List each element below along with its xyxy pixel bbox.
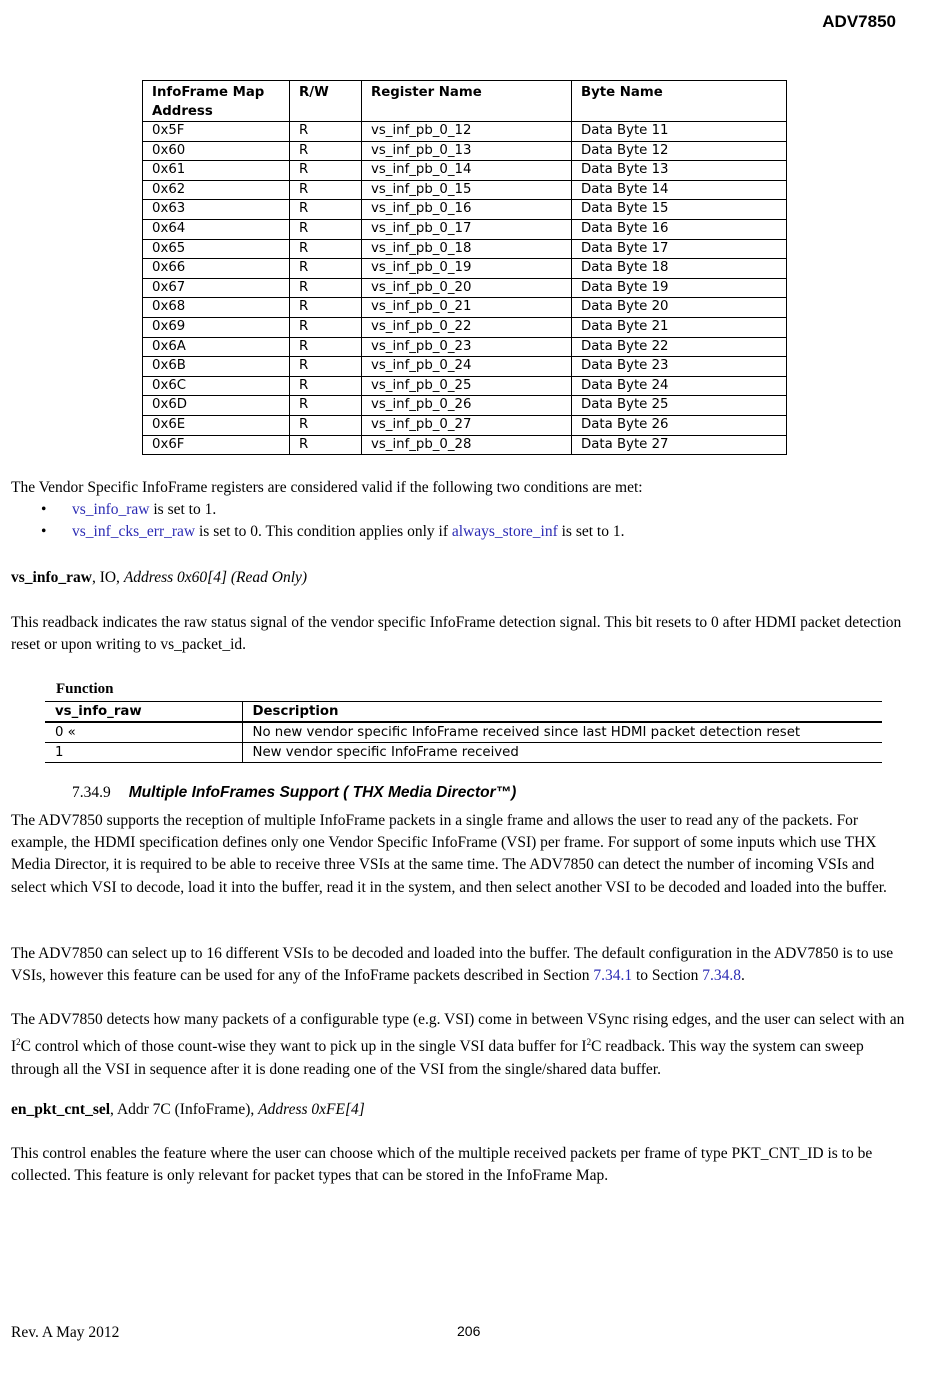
table-cell: 0x62	[143, 180, 290, 200]
register-name: vs_info_raw	[11, 569, 92, 586]
table-cell: 0x68	[143, 298, 290, 318]
header-value: vs_info_raw	[45, 702, 242, 723]
table-cell: vs_inf_pb_0_27	[362, 415, 572, 435]
table-cell: 0x60	[143, 141, 290, 161]
section-paragraph-1: The ADV7850 supports the reception of multiple InfoFrame packets in a single frame and allows the user to read any of the packets. For example, the HDMI specification defines only one Vendor Specific InfoFrame (VSI) per frame. For support of some inputs which use THX Media Director, it is required to be able to receive three VSIs at the same time. The ADV7850 can detect the number of incoming VSIs and select which VSI to decode, load it into the buffer, read it in the system, and then select another VSI to be decoded and loaded into the buffer.	[11, 812, 887, 896]
table-cell: Data Byte 15	[572, 200, 787, 220]
table-cell: R	[290, 357, 362, 377]
table-cell: R	[290, 415, 362, 435]
table-row	[143, 337, 787, 357]
table-row	[143, 357, 787, 377]
table-cell: R	[290, 219, 362, 239]
table-cell: Data Byte 24	[572, 376, 787, 396]
function-table	[45, 701, 882, 763]
table-cell: 0x6C	[143, 376, 290, 396]
function-table-header	[45, 702, 882, 723]
table-cell: 0x69	[143, 317, 290, 337]
document-title: ADV7850	[822, 12, 896, 31]
table-cell: vs_inf_pb_0_16	[362, 200, 572, 220]
table-cell: R	[290, 317, 362, 337]
paragraph-text: The ADV7850 detects how many packets of a configurable type (e.g. VSI) come in between VSync rising edges, and the user can select with an I	[11, 1011, 905, 1056]
table-row	[143, 317, 787, 337]
table-cell: vs_inf_pb_0_18	[362, 239, 572, 259]
table-row	[45, 743, 882, 763]
table-row	[143, 180, 787, 200]
bullet-glyph: •	[41, 501, 47, 518]
table-cell: 0x61	[143, 161, 290, 181]
table-cell: vs_inf_pb_0_23	[362, 337, 572, 357]
link-always-store-inf[interactable]: always_store_inf	[451, 523, 558, 541]
table-cell: R	[290, 200, 362, 220]
link-section-7-34-8[interactable]: 7.34.8	[702, 967, 742, 985]
header-description: Description	[242, 702, 882, 723]
table-row	[143, 376, 787, 396]
table-cell: R	[290, 122, 362, 142]
vs-info-raw-description: This readback indicates the raw status signal of the vendor specific InfoFrame detection signal. This bit resets to 0 after HDMI packet detection reset or upon writing to vs_packet_id.	[11, 614, 902, 654]
table-cell: vs_inf_pb_0_19	[362, 259, 572, 279]
table-cell: 0x6B	[143, 357, 290, 377]
table-cell: 0x5F	[143, 122, 290, 142]
table-cell: vs_inf_pb_0_25	[362, 376, 572, 396]
table-row	[143, 435, 787, 455]
table-cell: Data Byte 20	[572, 298, 787, 318]
table-cell: Data Byte 25	[572, 396, 787, 416]
table-row	[143, 415, 787, 435]
paragraph-text: C control which of those count-wise they want to pick up in the single VSI data buffer for I	[20, 1038, 587, 1056]
table-cell: R	[290, 337, 362, 357]
section-title: Multiple InfoFrames Support ( THX Media Director™)	[128, 784, 517, 801]
table-cell: 0x67	[143, 278, 290, 298]
register-definition-en-pkt-cnt-sel	[11, 1099, 911, 1121]
en-pkt-cnt-sel-description: This control enables the feature where the user can choose which of the multiple received packets per frame of type PKT_CNT_ID is to be collected. This feature is only relevant for packet types that can be stored in the InfoFrame Map.	[11, 1145, 873, 1185]
page-number: 206	[457, 1323, 481, 1339]
validity-intro: The Vendor Specific InfoFrame registers are considered valid if the following two conditions are met:	[11, 479, 643, 496]
paragraph-text: C readback. This way the system can sweep through all the VSI in sequence after it is done reading one of the VSI from the single/shared data buffer.	[11, 1038, 864, 1078]
table-cell: Data Byte 22	[572, 337, 787, 357]
table-row	[143, 200, 787, 220]
table-row	[143, 259, 787, 279]
table-cell: vs_inf_pb_0_28	[362, 435, 572, 455]
table-cell: R	[290, 239, 362, 259]
header-address: InfoFrame Map Address	[143, 81, 290, 122]
register-table-body	[143, 122, 787, 455]
table-row	[143, 161, 787, 181]
list-item	[11, 499, 911, 521]
table-cell: R	[290, 161, 362, 181]
table-cell: 0x6A	[143, 337, 290, 357]
list-item-text: is set to 1.	[149, 501, 217, 518]
table-cell: 0x65	[143, 239, 290, 259]
table-cell: vs_inf_pb_0_12	[362, 122, 572, 142]
table-row	[143, 239, 787, 259]
register-table	[142, 80, 787, 455]
table-cell: vs_inf_pb_0_15	[362, 180, 572, 200]
register-definition-vs-info-raw	[11, 567, 911, 589]
table-cell: R	[290, 180, 362, 200]
table-row	[143, 141, 787, 161]
paragraph-text: to Section	[632, 967, 703, 985]
function-caption: Function	[56, 681, 114, 697]
table-row	[143, 298, 787, 318]
superscript: 2	[586, 1037, 592, 1048]
table-cell: Data Byte 16	[572, 219, 787, 239]
register-address: Address 0xFE[4]	[258, 1101, 365, 1118]
table-cell: Data Byte 12	[572, 141, 787, 161]
table-cell: vs_inf_pb_0_22	[362, 317, 572, 337]
table-cell: vs_inf_pb_0_20	[362, 278, 572, 298]
superscript: 2	[16, 1037, 21, 1048]
table-cell: Data Byte 19	[572, 278, 787, 298]
register-name: en_pkt_cnt_sel	[11, 1101, 111, 1118]
section-number: 7.34.9	[72, 784, 111, 801]
register-type: , IO,	[91, 569, 124, 586]
table-cell: 0x63	[143, 200, 290, 220]
table-cell: R	[290, 298, 362, 318]
header-rw: R/W	[290, 81, 362, 122]
list-item	[11, 521, 911, 543]
register-address: Address 0x60[4] (Read Only)	[123, 569, 308, 586]
table-cell: 0x6E	[143, 415, 290, 435]
section-paragraph-3	[11, 1009, 911, 1081]
table-row	[143, 396, 787, 416]
table-cell: Data Byte 17	[572, 239, 787, 259]
list-item-text: is set to 0. This condition applies only if	[195, 523, 452, 541]
register-table-header	[143, 81, 787, 122]
table-cell: vs_inf_pb_0_21	[362, 298, 572, 318]
table-cell: R	[290, 396, 362, 416]
table-cell: Data Byte 11	[572, 122, 787, 142]
table-cell: R	[290, 259, 362, 279]
section-paragraph-2	[11, 943, 911, 987]
table-cell: New vendor specific InfoFrame received	[242, 743, 882, 763]
table-cell: 0x64	[143, 219, 290, 239]
table-cell: No new vendor specific InfoFrame received since last HDMI packet detection reset	[242, 722, 882, 743]
table-cell: 0 «	[45, 722, 242, 743]
bullet-glyph: •	[41, 523, 47, 541]
link-vs-inf-cks-err-raw[interactable]: vs_inf_cks_err_raw	[72, 523, 196, 541]
table-cell: Data Byte 23	[572, 357, 787, 377]
table-row	[45, 722, 882, 743]
table-cell: vs_inf_pb_0_24	[362, 357, 572, 377]
table-cell: Data Byte 18	[572, 259, 787, 279]
table-cell: vs_inf_pb_0_26	[362, 396, 572, 416]
table-cell: vs_inf_pb_0_17	[362, 219, 572, 239]
table-cell: Data Byte 21	[572, 317, 787, 337]
table-cell: Data Byte 13	[572, 161, 787, 181]
table-cell: 0x66	[143, 259, 290, 279]
table-row	[143, 278, 787, 298]
table-cell: vs_inf_pb_0_14	[362, 161, 572, 181]
table-cell: Data Byte 14	[572, 180, 787, 200]
table-cell: R	[290, 141, 362, 161]
table-cell: Data Byte 27	[572, 435, 787, 455]
paragraph-text: .	[741, 967, 745, 985]
list-item-text: is set to 1.	[557, 523, 625, 541]
table-cell: 0x6F	[143, 435, 290, 455]
footer-revision: Rev. A May 2012	[11, 1324, 120, 1341]
table-row	[143, 219, 787, 239]
table-cell: R	[290, 435, 362, 455]
link-section-7-34-1[interactable]: 7.34.1	[593, 967, 633, 985]
validity-conditions	[11, 499, 911, 543]
table-cell: R	[290, 376, 362, 396]
header-byte-name: Byte Name	[572, 81, 787, 122]
header-register-name: Register Name	[362, 81, 572, 122]
table-cell: 1	[45, 743, 242, 763]
table-cell: vs_inf_pb_0_13	[362, 141, 572, 161]
link-vs-info-raw[interactable]: vs_info_raw	[72, 501, 150, 518]
table-cell: R	[290, 278, 362, 298]
table-row	[143, 122, 787, 142]
section-heading	[72, 784, 516, 802]
table-cell: Data Byte 26	[572, 415, 787, 435]
paragraph-text: The ADV7850 can select up to 16 different VSIs to be decoded and loaded into the buffer. The default configuration in the ADV7850 is to use VSIs, however this feature can be used for any of the InfoFrame packets described in Section	[11, 945, 894, 985]
register-type: , Addr 7C (InfoFrame),	[110, 1101, 259, 1118]
table-cell: 0x6D	[143, 396, 290, 416]
